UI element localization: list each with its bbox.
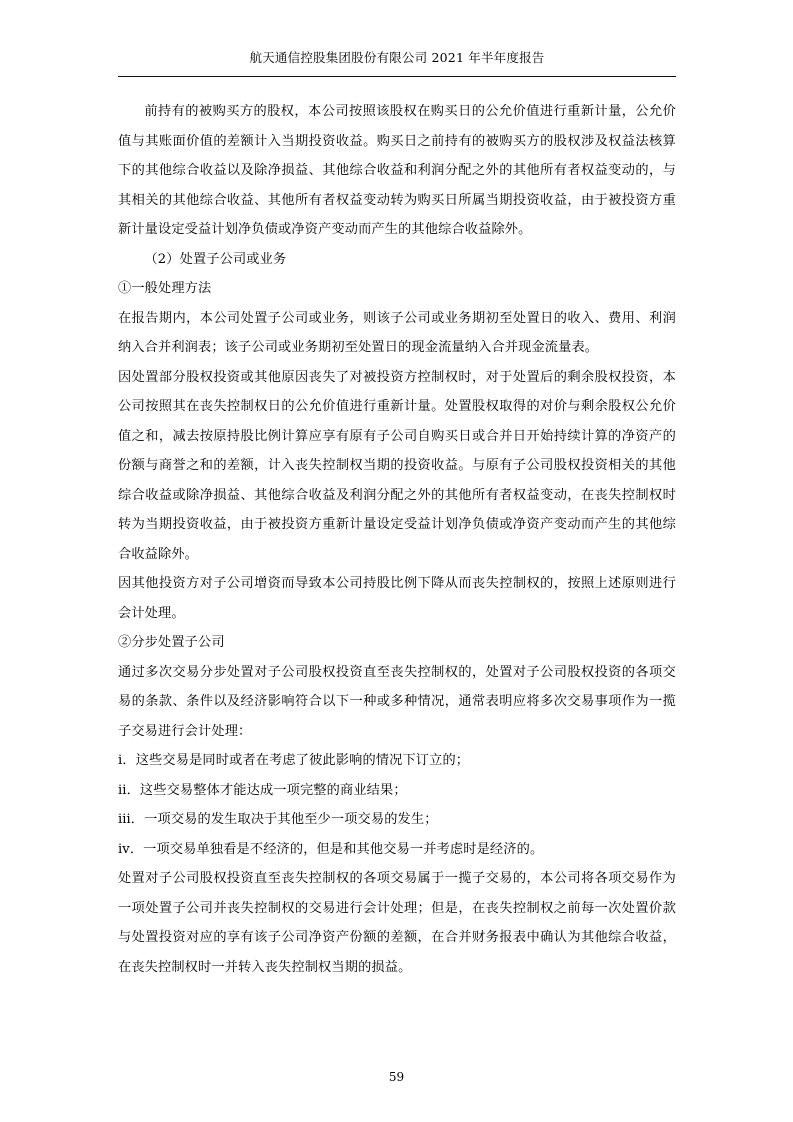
paragraph: 前持有的被购买方的股权，本公司按照该股权在购买日的公允价值进行重新计量，公允价值与其账面价值的差额计入当期投资收益。购买日之前持有的被购买方的股权涉及权益法核算下的其他综合收益以及除净损益、其他综合收益和利润分配之外的其他所有者权益变动的，与其相关的其他综合收益、其他所有者权益变动转为购买日所属当期投资收益，由于被投资方重新计量设定受益计划净负债或净资产变动而产生的其他综合收益除外。 — [118, 104, 676, 237]
paragraph-subheading: ②分步处置子公司 — [118, 635, 225, 650]
paragraph: 因处置部分股权投资或其他原因丧失了对被投资方控制权时，对于处置后的剩余股权投资，本公司按照其在丧失控制权日的公允价值进行重新计量。处置股权取得的对价与剩余股权公允价值之和，减去按原持股比例计算应享有原有子公司自购买日或合并日开始持续计算的净资产的份额与商誉之和的差额，计入丧失控制权当期的投资收益。与原有子公司股权投资相关的其他综合收益或除净损益、其他综合收益及利润分配之外的其他所有者权益变动，在丧失控制权时转为当期投资收益，由于被投资方重新计量设定受益计划净负债或净资产变动而产生的其他综合收益除外。 — [118, 369, 676, 562]
paragraph-section-heading: （2）处置子公司或业务 — [144, 251, 287, 267]
list-item: ⅱ．这些交易整体才能达成一项完整的商业结果； — [118, 782, 407, 798]
list-item: ⅲ．一项交易的发生取决于其他至少一项交易的发生； — [118, 812, 438, 827]
page-content — [118, 97, 676, 982]
paragraph-subheading: ①一般处理方法 — [118, 281, 212, 296]
list-item: ⅰ．这些交易是同时或者在考虑了彼此影响的情况下订立的； — [118, 753, 470, 768]
paragraph: 通过多次交易分步处置对子公司股权投资直至丧失控制权的，处置对子公司股权投资的各项交易的条款、条件以及经济影响符合以下一种或多种情况，通常表明应将多次交易事项作为一揽子交易进行会计处理： — [118, 664, 676, 739]
paragraph: 因其他投资方对子公司增资而导致本公司持股比例下降从而丧失控制权的，按照上述原则进行会计处理。 — [118, 576, 676, 621]
paragraph: 在报告期内，本公司处置子公司或业务，则该子公司或业务期初至处置日的收入、费用、利润纳入合并利润表；该子公司或业务期初至处置日的现金流量纳入合并现金流量表。 — [118, 310, 676, 355]
page-header: 航天通信控股集团股份有限公司 2021 年半年度报告 — [249, 50, 545, 65]
list-item: ⅳ．一项交易单独看是不经济的，但是和其他交易一并考虑时是经济的。 — [118, 841, 544, 857]
page-number: 59 — [388, 1070, 405, 1084]
paragraph: 处置对子公司股权投资直至丧失控制权的各项交易属于一揽子交易的，本公司将各项交易作为一项处置子公司并丧失控制权的交易进行会计处理；但是，在丧失控制权之前每一次处置价款与处置投资对应的享有该子公司净资产份额的差额，在合并财务报表中确认为其他综合收益，在丧失控制权时一并转入丧失控制权当期的损益。 — [118, 871, 676, 975]
header-divider — [118, 76, 676, 77]
